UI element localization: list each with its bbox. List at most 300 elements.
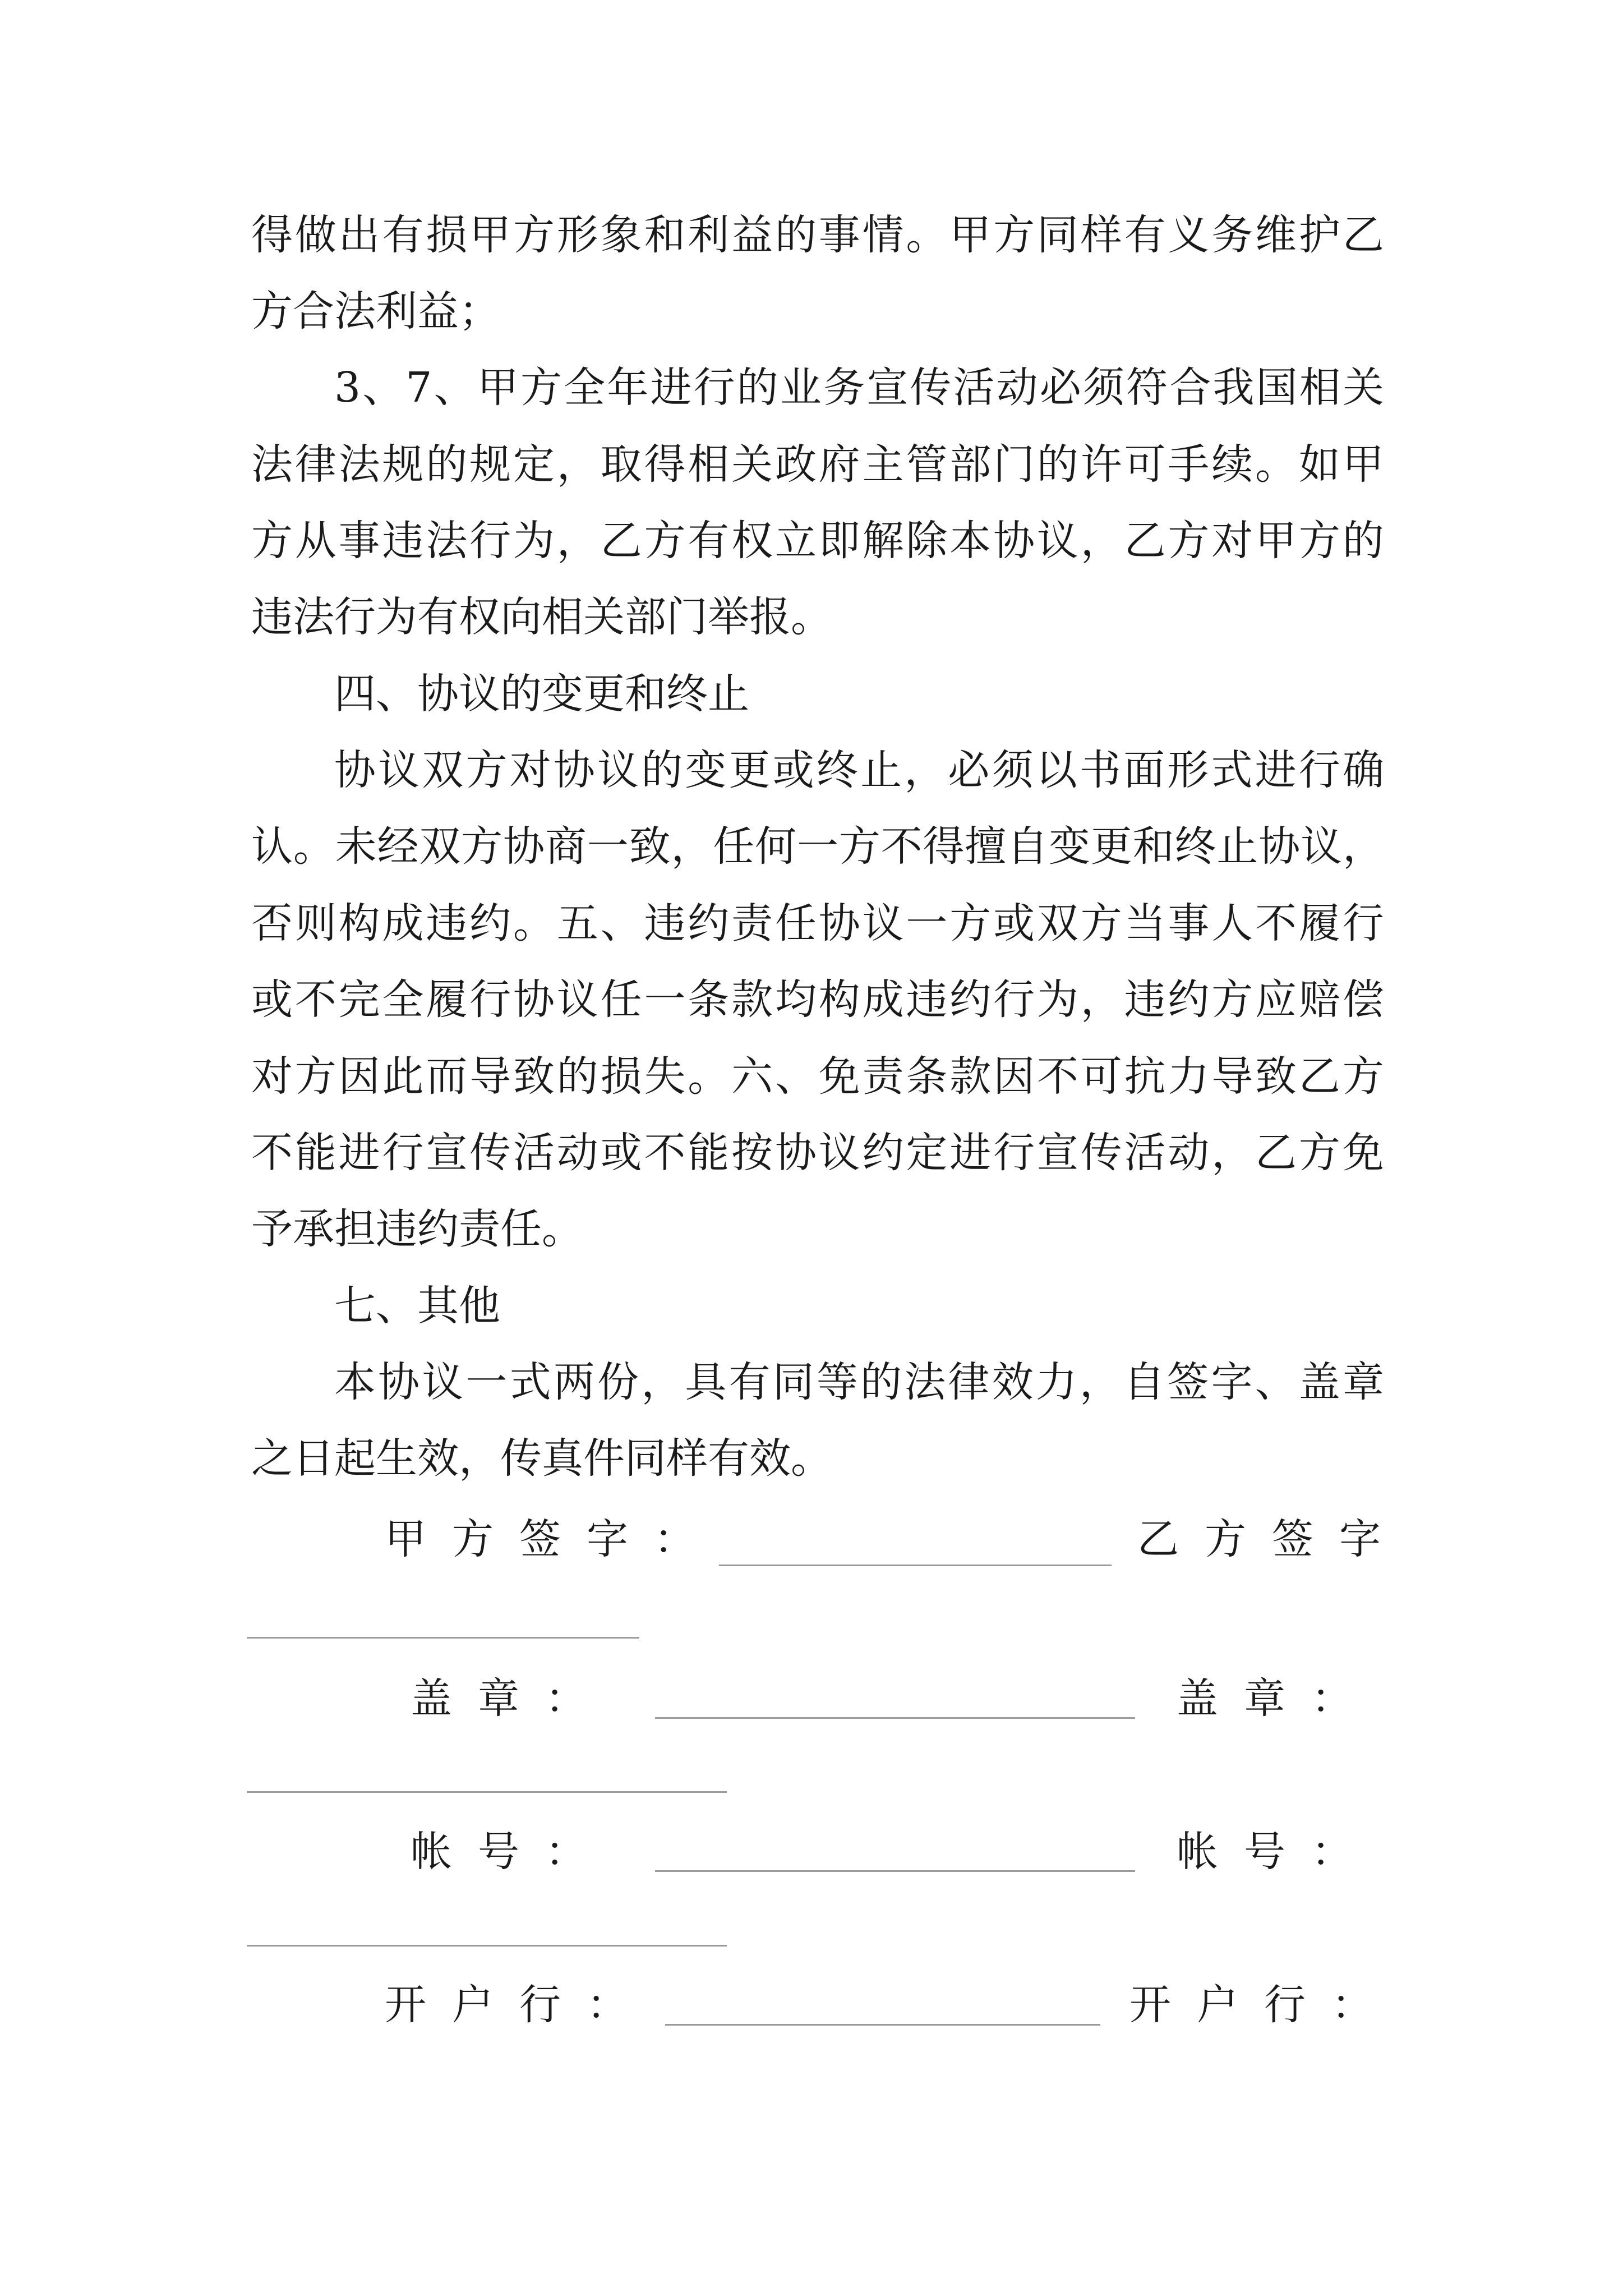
text-glyph: 同	[1036, 211, 1078, 259]
text-glyph: 六	[731, 1052, 773, 1101]
text-glyph: 书	[1079, 746, 1121, 794]
text-glyph: 对	[1211, 517, 1253, 565]
text-glyph: 做	[294, 211, 336, 259]
text-glyph: 动	[1168, 1129, 1210, 1177]
text-glyph: 行	[469, 517, 511, 565]
party-b-seal-label: 盖章：	[1177, 1674, 1378, 1723]
text-glyph: 或	[993, 899, 1035, 947]
text-glyph: 认	[251, 822, 293, 871]
text-glyph: 方	[1342, 1052, 1384, 1101]
text-glyph: 协	[993, 517, 1035, 565]
text-glyph: ，	[1342, 822, 1384, 871]
text-glyph: 宣	[1036, 1129, 1078, 1177]
text-glyph: 形	[1167, 746, 1209, 794]
text-glyph: 止	[860, 746, 902, 794]
party-b-seal-blank[interactable]	[247, 1791, 727, 1793]
text-glyph: 合	[1169, 364, 1211, 412]
text-glyph: 约	[469, 899, 511, 947]
text-glyph: 律	[294, 440, 336, 489]
text-glyph: 行	[382, 1129, 424, 1177]
text-glyph: 对	[509, 746, 551, 794]
text-glyph: 传	[469, 1129, 511, 1177]
text-glyph: 不	[644, 1129, 686, 1177]
text-glyph: 或	[251, 976, 293, 1024]
text-glyph: 事	[818, 211, 860, 259]
text-glyph: 份	[597, 1358, 639, 1406]
text-glyph: 有	[1124, 211, 1166, 259]
text-glyph: 方	[1080, 899, 1122, 947]
party-a-bank-blank[interactable]	[665, 2024, 1100, 2026]
text-glyph: 终	[1174, 822, 1216, 871]
text-glyph: 行	[993, 1129, 1035, 1177]
party-a-seal-blank[interactable]	[655, 1717, 1135, 1719]
text-glyph: 议	[862, 899, 904, 947]
text-glyph: 赔	[1298, 976, 1340, 1024]
text-glyph: 按	[731, 1129, 773, 1177]
text-glyph: 条	[906, 1052, 948, 1101]
text-glyph: 方	[1298, 517, 1340, 565]
text-glyph: 式	[509, 1358, 551, 1406]
party-a-signature-label: 甲方签字：	[385, 1515, 721, 1563]
text-glyph: 管	[906, 440, 948, 489]
paragraph-1-line-1	[251, 208, 1384, 262]
text-glyph: ，	[1079, 1358, 1121, 1406]
text-glyph: 同	[772, 1358, 814, 1406]
paragraph-3-line-5	[251, 1050, 1384, 1103]
text-glyph: 。	[513, 899, 555, 947]
text-glyph: 成	[862, 976, 904, 1024]
text-glyph: 违	[382, 517, 424, 565]
text-glyph: 条	[688, 976, 730, 1024]
text-glyph: 议	[556, 976, 598, 1024]
text-glyph: 能	[688, 1129, 730, 1177]
paragraph-2-line-3	[251, 514, 1384, 568]
text-glyph: 章	[1342, 1358, 1384, 1406]
text-glyph: 行	[469, 976, 511, 1024]
text-glyph: 更	[1090, 822, 1132, 871]
text-glyph: 应	[1255, 976, 1297, 1024]
paragraph-2-line-1	[334, 361, 1384, 415]
text-glyph: 有	[382, 211, 424, 259]
text-glyph: 终	[816, 746, 858, 794]
text-glyph: 的	[641, 746, 683, 794]
text-glyph: 规	[382, 440, 424, 489]
paragraph-3-line-3	[251, 896, 1384, 950]
text-glyph: 务	[1211, 211, 1253, 259]
text-glyph: 进	[949, 1129, 992, 1177]
text-glyph: 字	[1211, 1358, 1253, 1406]
text-glyph: 力	[1035, 1358, 1077, 1406]
text-glyph: 乙	[1298, 1052, 1340, 1101]
text-glyph: 方	[520, 364, 562, 412]
text-glyph: 更	[728, 746, 771, 794]
text-glyph: 损	[600, 1052, 642, 1101]
text-glyph: 法	[426, 517, 468, 565]
text-glyph: 方	[1298, 1129, 1340, 1177]
party-b-bank-label: 开户行：	[1129, 1981, 1399, 2029]
text-glyph: 任	[713, 822, 755, 871]
paragraph-3-line-6	[251, 1126, 1384, 1180]
text-glyph: 甲	[1342, 440, 1384, 489]
text-glyph: 履	[426, 976, 468, 1024]
text-glyph: 协	[378, 1358, 420, 1406]
text-glyph: 甲	[1255, 517, 1297, 565]
text-glyph: 、	[362, 364, 404, 412]
text-glyph: 一	[465, 1358, 508, 1406]
text-glyph: 须	[992, 746, 1034, 794]
text-glyph: 确	[1342, 746, 1384, 794]
text-glyph: 均	[774, 976, 817, 1024]
text-glyph: 不	[1036, 1052, 1078, 1101]
text-glyph: 手	[1168, 440, 1210, 489]
text-glyph: 或	[600, 1129, 642, 1177]
text-glyph: 方	[513, 211, 555, 259]
text-glyph: 的	[556, 1052, 598, 1101]
text-glyph: 自	[1123, 1358, 1165, 1406]
paragraph-3-line-1	[334, 743, 1384, 797]
text-glyph: 的	[426, 440, 468, 489]
party-b-signature-blank[interactable]	[247, 1637, 639, 1639]
text-glyph: 宣	[866, 364, 909, 412]
paragraph-4-line-1	[334, 1355, 1384, 1409]
text-glyph: 7	[405, 364, 432, 412]
text-glyph: 行	[1342, 899, 1384, 947]
text-glyph: ，	[556, 517, 598, 565]
text-glyph: 履	[1298, 899, 1340, 947]
paragraph-3-line-7: 予承担违约责任。	[251, 1205, 583, 1253]
text-glyph: 立	[774, 517, 817, 565]
text-glyph: 。	[688, 1052, 730, 1101]
text-glyph: 商	[545, 822, 587, 871]
text-glyph: 方	[251, 517, 293, 565]
text-glyph: 协	[503, 822, 545, 871]
text-glyph: 不	[251, 1129, 293, 1177]
text-glyph: 两	[553, 1358, 595, 1406]
text-glyph: ，	[1080, 976, 1122, 1024]
text-glyph: 得	[644, 440, 686, 489]
text-glyph: 致	[1255, 1052, 1297, 1101]
text-glyph: 行	[1298, 746, 1340, 794]
text-glyph: 样	[1080, 211, 1122, 259]
text-glyph: 此	[382, 1052, 424, 1101]
paragraph-4-line-2: 之日起生效，传真件同样有效。	[251, 1434, 832, 1483]
text-glyph: 即	[818, 517, 860, 565]
text-glyph: 和	[1132, 822, 1174, 871]
text-glyph: 国	[1256, 364, 1298, 412]
text-glyph: 传	[910, 364, 952, 412]
text-glyph: 协	[774, 1129, 817, 1177]
text-glyph: 的	[860, 1358, 902, 1406]
text-glyph: 何	[755, 822, 797, 871]
text-glyph: 形	[556, 211, 598, 259]
text-glyph: 免	[1342, 1129, 1384, 1177]
text-glyph: 方	[644, 517, 686, 565]
text-glyph: 的	[1342, 517, 1384, 565]
text-glyph: 。	[1255, 440, 1297, 489]
text-glyph: 乙	[1255, 1129, 1297, 1177]
text-glyph: 法	[338, 440, 380, 489]
text-glyph: 事	[338, 517, 380, 565]
text-glyph: 定	[906, 1129, 948, 1177]
text-glyph: 约	[688, 899, 730, 947]
party-a-signature-blank[interactable]	[719, 1565, 1112, 1566]
text-glyph: 自	[1007, 822, 1049, 871]
paragraph-2-line-4: 违法行为有权向相关部门举报。	[251, 593, 832, 641]
text-glyph: 为	[1036, 976, 1078, 1024]
text-glyph: 的	[736, 364, 778, 412]
text-glyph: 得	[923, 822, 965, 871]
text-glyph: 关	[731, 440, 773, 489]
text-glyph: 协	[334, 746, 376, 794]
text-glyph: 不	[880, 822, 923, 871]
text-glyph: 行	[993, 976, 1035, 1024]
paragraph-3-line-4	[251, 973, 1384, 1027]
text-glyph: 年	[607, 364, 649, 412]
text-glyph: 事	[1168, 899, 1210, 947]
text-glyph: 乙	[1124, 517, 1166, 565]
text-glyph: 必	[948, 746, 990, 794]
text-glyph: 违	[1124, 976, 1166, 1024]
text-glyph: ，	[1211, 1129, 1253, 1177]
text-glyph: 款	[731, 976, 773, 1024]
party-b-account-label: 帐号：	[1177, 1828, 1378, 1876]
text-glyph: 对	[251, 1052, 293, 1101]
text-glyph: 责	[862, 1052, 904, 1101]
text-glyph: 方	[993, 211, 1035, 259]
paragraph-3-line-2	[251, 820, 1384, 873]
text-glyph: 方	[294, 1052, 336, 1101]
text-glyph: 议	[1036, 517, 1078, 565]
text-glyph: 方	[1168, 517, 1210, 565]
text-glyph: 象	[600, 211, 642, 259]
text-glyph: 偿	[1342, 976, 1384, 1024]
text-glyph: 一	[906, 899, 948, 947]
text-glyph: 门	[993, 440, 1035, 489]
text-glyph: 一	[587, 822, 629, 871]
text-glyph: 人	[1211, 899, 1253, 947]
text-glyph: 否	[251, 899, 293, 947]
text-glyph: 定	[513, 440, 555, 489]
text-glyph: 维	[1255, 211, 1297, 259]
text-glyph: 五	[556, 899, 598, 947]
text-glyph: 、	[600, 899, 642, 947]
text-glyph: 宣	[426, 1129, 468, 1177]
text-glyph: 议	[1301, 822, 1343, 871]
text-glyph: 擅	[965, 822, 1007, 871]
section-heading-4: 四、协议的变更和终止	[334, 670, 749, 718]
text-glyph: 损	[426, 211, 468, 259]
text-glyph: 一	[644, 976, 686, 1024]
text-glyph: 业	[780, 364, 822, 412]
paragraph-2-line-2	[251, 438, 1384, 491]
text-glyph: 符	[1126, 364, 1168, 412]
text-glyph: 违	[426, 899, 468, 947]
text-glyph: 议	[378, 746, 420, 794]
text-glyph: 规	[469, 440, 511, 489]
text-glyph: 如	[1298, 440, 1340, 489]
text-glyph: 不	[1255, 899, 1297, 947]
section-heading-7: 七、其他	[334, 1282, 500, 1330]
text-glyph: 具	[685, 1358, 727, 1406]
text-glyph: 乙	[1342, 211, 1384, 259]
text-glyph: 一	[796, 822, 838, 871]
text-glyph: 等	[816, 1358, 858, 1406]
text-glyph: 、	[434, 364, 476, 412]
text-glyph: 约	[1168, 976, 1210, 1024]
text-glyph: 有	[728, 1358, 771, 1406]
text-glyph: 盖	[1298, 1358, 1340, 1406]
text-glyph: 议	[597, 746, 639, 794]
text-glyph: 签	[1167, 1358, 1209, 1406]
text-glyph: 护	[1298, 211, 1340, 259]
party-b-account-blank[interactable]	[247, 1945, 727, 1947]
text-glyph: 约	[862, 1129, 904, 1177]
text-glyph: 续	[1211, 440, 1253, 489]
text-glyph: 甲	[477, 364, 519, 412]
text-glyph: 可	[1124, 440, 1166, 489]
text-glyph: 变	[685, 746, 727, 794]
text-glyph: 方	[1211, 976, 1253, 1024]
text-glyph: 款	[949, 1052, 992, 1101]
text-glyph: 而	[426, 1052, 468, 1101]
text-glyph: 的	[774, 211, 817, 259]
text-glyph: 当	[1124, 899, 1166, 947]
text-glyph: 面	[1123, 746, 1165, 794]
text-glyph: 因	[338, 1052, 380, 1101]
text-glyph: 协	[818, 899, 860, 947]
text-glyph: 因	[993, 1052, 1035, 1101]
text-glyph: 议	[422, 1358, 464, 1406]
text-glyph: 或	[772, 746, 814, 794]
text-glyph: 有	[688, 517, 730, 565]
text-glyph: 任	[774, 899, 817, 947]
text-glyph: 构	[338, 899, 380, 947]
text-glyph: 、	[774, 1052, 817, 1101]
text-glyph: 出	[338, 211, 380, 259]
text-glyph: 和	[644, 211, 686, 259]
party-a-account-label: 帐号：	[411, 1828, 612, 1876]
text-glyph: 、	[1255, 1358, 1297, 1406]
text-glyph: 相	[1299, 364, 1341, 412]
text-glyph: 律	[948, 1358, 990, 1406]
text-glyph: 导	[469, 1052, 511, 1101]
text-glyph: 方	[465, 746, 508, 794]
text-glyph: 活	[513, 1129, 555, 1177]
text-glyph: 失	[644, 1052, 686, 1101]
text-glyph: 未	[335, 822, 377, 871]
text-glyph: 成	[382, 899, 424, 947]
text-glyph: 能	[294, 1129, 336, 1177]
text-glyph: ，	[904, 746, 946, 794]
text-glyph: 情	[862, 211, 904, 259]
text-glyph: 甲	[469, 211, 511, 259]
text-glyph: 进	[650, 364, 692, 412]
text-glyph: 须	[1083, 364, 1124, 412]
text-glyph: 责	[731, 899, 773, 947]
text-glyph: 法	[251, 440, 293, 489]
text-glyph: 除	[906, 517, 948, 565]
text-glyph: 双	[422, 746, 464, 794]
text-glyph: 得	[251, 211, 293, 259]
text-glyph: 违	[906, 976, 948, 1024]
text-glyph: 传	[1080, 1129, 1122, 1177]
text-glyph: 进	[1255, 746, 1297, 794]
text-glyph: 方	[949, 899, 992, 947]
text-glyph: 甲	[949, 211, 992, 259]
text-glyph: 义	[1168, 211, 1210, 259]
text-glyph: 导	[1211, 1052, 1253, 1101]
text-glyph: 双	[1036, 899, 1078, 947]
text-glyph: 益	[731, 211, 773, 259]
text-glyph: 违	[644, 899, 686, 947]
party-b-signature-label: 乙方签字	[1137, 1515, 1407, 1563]
text-glyph: 双	[419, 822, 461, 871]
text-glyph: 约	[949, 976, 992, 1024]
text-glyph: 。	[293, 822, 335, 871]
text-glyph: 不	[294, 976, 336, 1024]
text-glyph: 协	[513, 976, 555, 1024]
text-glyph: 动	[996, 364, 1038, 412]
text-glyph: 活	[953, 364, 995, 412]
text-glyph: 可	[1080, 1052, 1122, 1101]
text-glyph: ，	[641, 1358, 683, 1406]
text-glyph: ，	[556, 440, 598, 489]
party-a-bank-label: 开户行：	[385, 1981, 654, 2029]
text-glyph: 以	[1035, 746, 1077, 794]
text-glyph: 议	[818, 1129, 860, 1177]
text-glyph: 式	[1211, 746, 1253, 794]
party-a-seal-label: 盖章：	[411, 1674, 612, 1723]
text-glyph: 取	[600, 440, 642, 489]
text-glyph: 的	[1036, 440, 1078, 489]
text-glyph: 则	[294, 899, 336, 947]
text-glyph: 完	[338, 976, 380, 1024]
text-glyph: 法	[904, 1358, 946, 1406]
text-glyph: 我	[1212, 364, 1255, 412]
text-glyph: 府	[818, 440, 860, 489]
text-glyph: 方	[461, 822, 503, 871]
text-glyph: 效	[992, 1358, 1034, 1406]
text-glyph: 乙	[600, 517, 642, 565]
text-glyph: 构	[818, 976, 860, 1024]
text-glyph: 变	[1049, 822, 1091, 871]
text-glyph: 协	[1258, 822, 1301, 871]
text-glyph: 方	[838, 822, 880, 871]
text-glyph: 3	[334, 364, 361, 412]
text-glyph: 必	[1039, 364, 1081, 412]
text-glyph: ，	[671, 822, 713, 871]
text-glyph: 。	[906, 211, 948, 259]
text-glyph: 相	[688, 440, 730, 489]
text-glyph: ，	[1080, 517, 1122, 565]
party-a-account-blank[interactable]	[655, 1870, 1135, 1872]
text-glyph: 部	[949, 440, 992, 489]
text-glyph: 致	[513, 1052, 555, 1101]
text-glyph: 政	[774, 440, 817, 489]
text-glyph: 力	[1168, 1052, 1210, 1101]
text-glyph: 本	[334, 1358, 376, 1406]
text-glyph: 进	[338, 1129, 380, 1177]
paragraph-1-line-2: 方合法利益；	[251, 287, 500, 335]
text-glyph: 抗	[1124, 1052, 1166, 1101]
text-glyph: 免	[818, 1052, 860, 1101]
text-glyph: 关	[1342, 364, 1384, 412]
text-glyph: 解	[862, 517, 904, 565]
text-glyph: 许	[1080, 440, 1122, 489]
text-glyph: 止	[1216, 822, 1258, 871]
text-glyph: 全	[382, 976, 424, 1024]
text-glyph: 动	[556, 1129, 598, 1177]
